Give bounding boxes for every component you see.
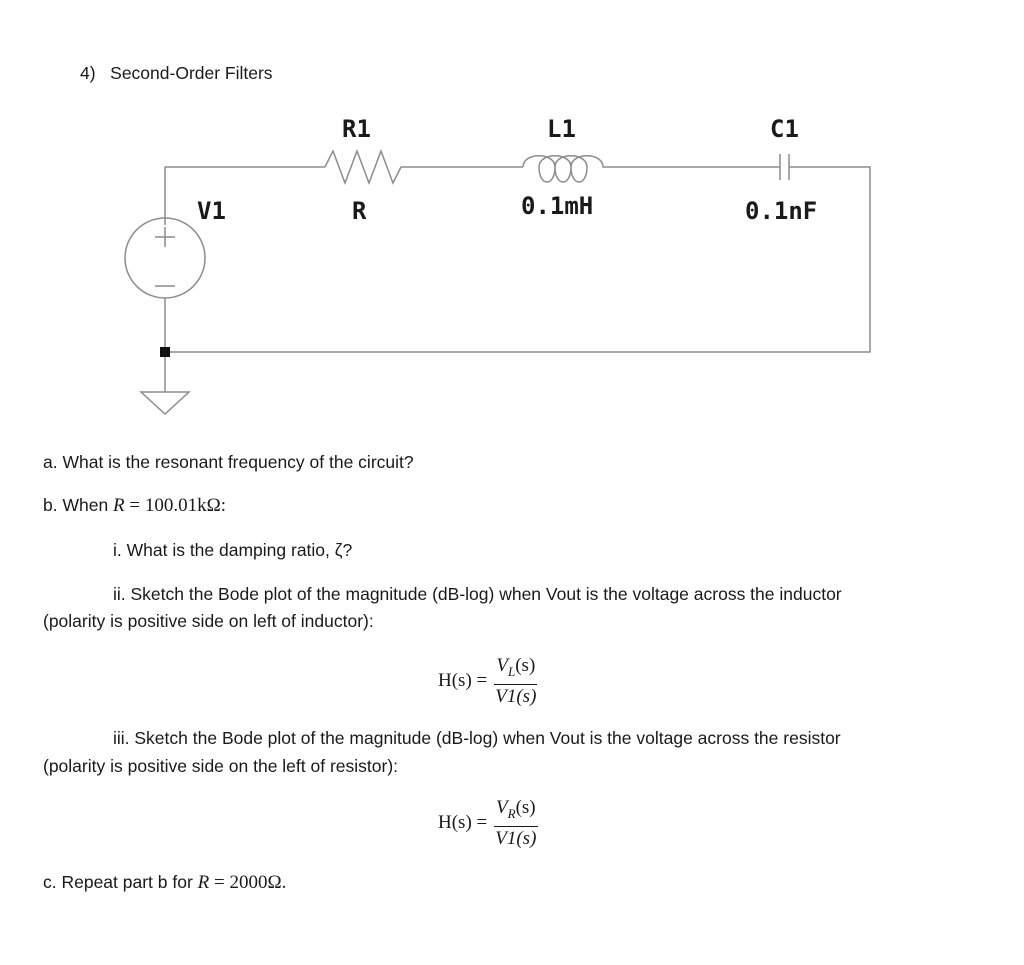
inductor-value: 0.1mH bbox=[521, 192, 594, 220]
question-b-value: = 100.01kΩ: bbox=[124, 495, 227, 516]
equation1-num-rest: (s) bbox=[515, 655, 536, 676]
question-b bbox=[43, 495, 226, 517]
circuit-schematic bbox=[0, 0, 1024, 440]
question-c-value: = 2000Ω. bbox=[209, 872, 287, 893]
equation-inductor-transfer bbox=[438, 655, 538, 708]
question-c-var: R bbox=[197, 872, 210, 893]
question-b-i: i. What is the damping ratio, ζ? bbox=[113, 540, 353, 560]
question-b-ii-line1: ii. Sketch the Bode plot of the magnitude (dB-log) when Vout is the voltage across the inductor bbox=[113, 584, 842, 604]
question-b-var: R bbox=[113, 495, 125, 516]
question-b-iii-line2: (polarity is positive side on the left of resistor): bbox=[43, 756, 399, 776]
capacitor-value: 0.1nF bbox=[745, 197, 818, 225]
question-a: a. What is the resonant frequency of the circuit? bbox=[43, 452, 414, 472]
resistor-symbol bbox=[325, 151, 401, 183]
resistor-label: R1 bbox=[342, 115, 371, 143]
equation1-lhs: H(s) = bbox=[438, 670, 488, 692]
equation1-num-var: V bbox=[496, 655, 508, 676]
inductor-label: L1 bbox=[547, 115, 576, 143]
node-square bbox=[160, 347, 170, 357]
inductor-symbol bbox=[523, 156, 620, 182]
equation2-num-rest: (s) bbox=[515, 797, 536, 818]
source-label: V1 bbox=[197, 197, 226, 225]
equation2-num-sub: R bbox=[507, 805, 516, 821]
question-b-iii-line1: iii. Sketch the Bode plot of the magnitude (dB-log) when Vout is the voltage across the resistor bbox=[113, 728, 841, 748]
equation1-num-sub: L bbox=[507, 663, 516, 679]
equation2-den: V1(s) bbox=[495, 827, 537, 849]
problem-heading: 4) Second-Order Filters bbox=[80, 63, 273, 83]
capacitor-label: C1 bbox=[770, 115, 799, 143]
capacitor-symbol bbox=[780, 154, 789, 180]
wire-top-left bbox=[165, 167, 325, 225]
question-b-prefix: b. When bbox=[43, 495, 114, 515]
wire-right-loop bbox=[165, 167, 870, 352]
resistor-value: R bbox=[352, 197, 367, 225]
equation2-num-var: V bbox=[496, 797, 508, 818]
equation-resistor-transfer bbox=[438, 797, 538, 850]
equation1-den: V1(s) bbox=[495, 685, 537, 707]
ground-symbol bbox=[141, 392, 189, 414]
equation2-lhs: H(s) = bbox=[438, 812, 488, 834]
question-b-ii-line2: (polarity is positive side on left of inductor): bbox=[43, 611, 374, 631]
question-c bbox=[43, 872, 286, 894]
question-c-prefix: c. Repeat part b for bbox=[43, 872, 198, 892]
